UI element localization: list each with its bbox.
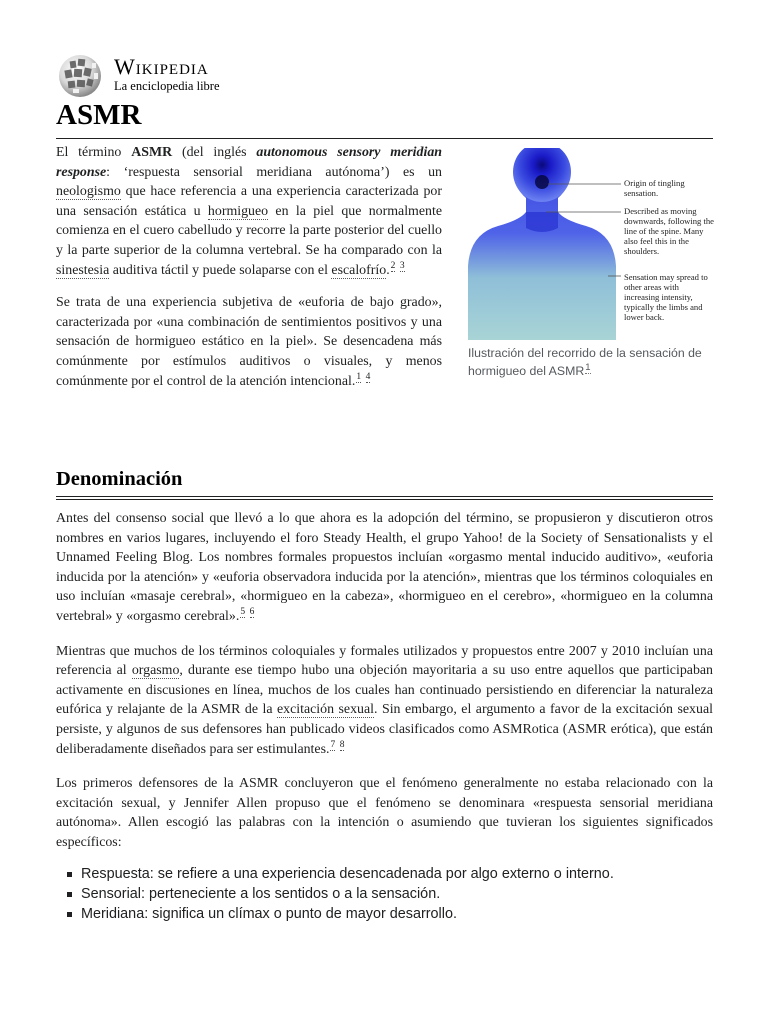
figure-labels [624, 178, 714, 328]
reference-link[interactable]: 1 [585, 361, 591, 373]
intro-bold-term: ASMR [131, 145, 173, 160]
site-tagline: La enciclopedia libre [114, 79, 220, 93]
reference-link[interactable]: 2 [390, 260, 396, 271]
link-sinestesia[interactable]: sinestesia [56, 262, 110, 278]
intro-english-term: autonomous sensory meridian response [56, 145, 443, 180]
link-neologismo[interactable]: neologismo [56, 184, 121, 200]
reference-link[interactable]: 5 [240, 607, 246, 618]
section-paragraph-2 [56, 642, 713, 760]
label-origin: Origin of tingling sensation. [624, 178, 685, 198]
section-text: Antes del consenso social que llevó a lo que ahora es la adopción del término, se propusieron y discutieron otros nombres en varios lugares, incluyendo el foro Steady Health, el grupo Yahoo! de la Society of Sensationalists y el Unnamed Feeling Blog. Los nombres formales propuestos incluían «orgasmo mental inducido auditivo», «euforia inducida por la atención» y «euforia observadora inducida por la atención», mientras que los términos coloquiales en uso incluían «masaje cerebral», «hormigueo en la cabeza», «hormigueo en el cerebro», «hormigueo en la columna vertebral» y «orgasmo cerebral». [56, 511, 713, 624]
reference-link[interactable]: 1 [356, 371, 362, 382]
list-item: Sensorial: perteneciente a los sentidos o a la sensación. [65, 884, 713, 904]
figure-caption [468, 344, 713, 380]
intro-text: El término [56, 145, 132, 160]
reference-link[interactable]: 7 [330, 739, 336, 750]
section-heading-denominacion: Denominación [56, 466, 713, 497]
reference-link[interactable]: 3 [399, 260, 405, 271]
list-item: Respuesta: se refiere a una experiencia desencadenada por algo externo o interno. [65, 864, 713, 884]
label-moving: Described as moving downwards, following the line of the spine. Many also feel this in the shoulders. [624, 206, 714, 256]
site-header [56, 52, 296, 98]
asmr-illustration[interactable] [468, 148, 714, 340]
wikipedia-wordmark[interactable] [114, 56, 209, 78]
list-item: Meridiana: significa un clímax o punto de mayor desarrollo. [65, 904, 713, 924]
link-orgasmo[interactable]: orgasmo [131, 663, 180, 679]
article-intro [56, 143, 442, 404]
link-escalofrio[interactable]: escalofrío [331, 262, 387, 278]
intro-text: auditiva táctil y puede solaparse con el [109, 262, 332, 278]
wikipedia-globe-logo[interactable] [56, 54, 104, 98]
caption-text: Ilustración del recorrido de la sensación de hormigueo del ASMR [468, 346, 702, 378]
label-spread: Sensation may spread to other areas with increasing intensity, typically the limbs and lower back. [624, 272, 708, 322]
reference-link[interactable]: 8 [339, 739, 345, 750]
section-paragraph-1 [56, 509, 713, 627]
section-text: Mientras que muchos de los términos coloquiales y formales utilizados y propuestos entre 2007 y 2010 incluían una referencia al [56, 643, 713, 679]
section-text: . Sin embargo, el argumento a favor de la excitación sexual persiste, y algunos de sus defensores han publicado videos clasificados como ASMRotica (ASMR erótica), que están deliberadamente diseñados para ser estimulantes. [56, 702, 713, 757]
link-hormigueo[interactable]: hormigueo [207, 203, 269, 219]
intro-text: en la piel que normalmente comienza en el cuero cabelludo y recorre la parte posterior del cuello y la parte superior de la columna vertebral. Se ha comparado con la [56, 203, 442, 258]
section-paragraph-3: Los primeros defensores de la ASMR concluyeron que el fenómeno generalmente no estaba relacionado con la excitación sexual, y Jennifer Allen propuso que el fenómeno se denominara «respuesta sensorial meridiana autónoma». Allen escogió las palabras con la intención o asumiendo que tuvieran los siguientes significados específicos: [56, 776, 713, 850]
section-denominacion [56, 509, 713, 925]
reference-link[interactable]: 4 [365, 371, 371, 382]
meaning-list [65, 864, 713, 925]
intro-paragraph-1 [56, 143, 442, 280]
intro-paragraph-2 [56, 293, 442, 391]
reference-link[interactable]: 6 [249, 607, 255, 618]
wordmark-text: Wikipedia [114, 54, 209, 79]
page-title: ASMR [56, 96, 713, 139]
section-text: , durante ese tiempo hubo una objeción mayoritaria a su uso entre aquellos que participaban activamente en discusiones en línea, muchos de los cuales han continuado persistiendo en diferenciar la naturaleza eufórica y relajante de la ASMR de la [56, 663, 714, 718]
intro-text: . [386, 262, 390, 278]
asmr-figure [468, 148, 714, 380]
intro-text: : ‘respuesta sensorial meridiana autónoma’) es un [106, 164, 442, 180]
intro-text: Se trata de una experiencia subjetiva de «euforia de bajo grado», caracterizada por «una combinación de sentimientos positivos y una sensación de hormigueo estático en la piel». Se desencadena más comúnmente por estímulos auditivos o visuales, y menos comúnmente por el control de la atención intencional. [56, 295, 442, 389]
link-excitacion-sexual[interactable]: excitación sexual [276, 702, 375, 718]
intro-text: (del inglés [172, 145, 257, 160]
intro-text: que hace referencia a una experiencia caracterizada por una sensación estática u [56, 184, 442, 219]
